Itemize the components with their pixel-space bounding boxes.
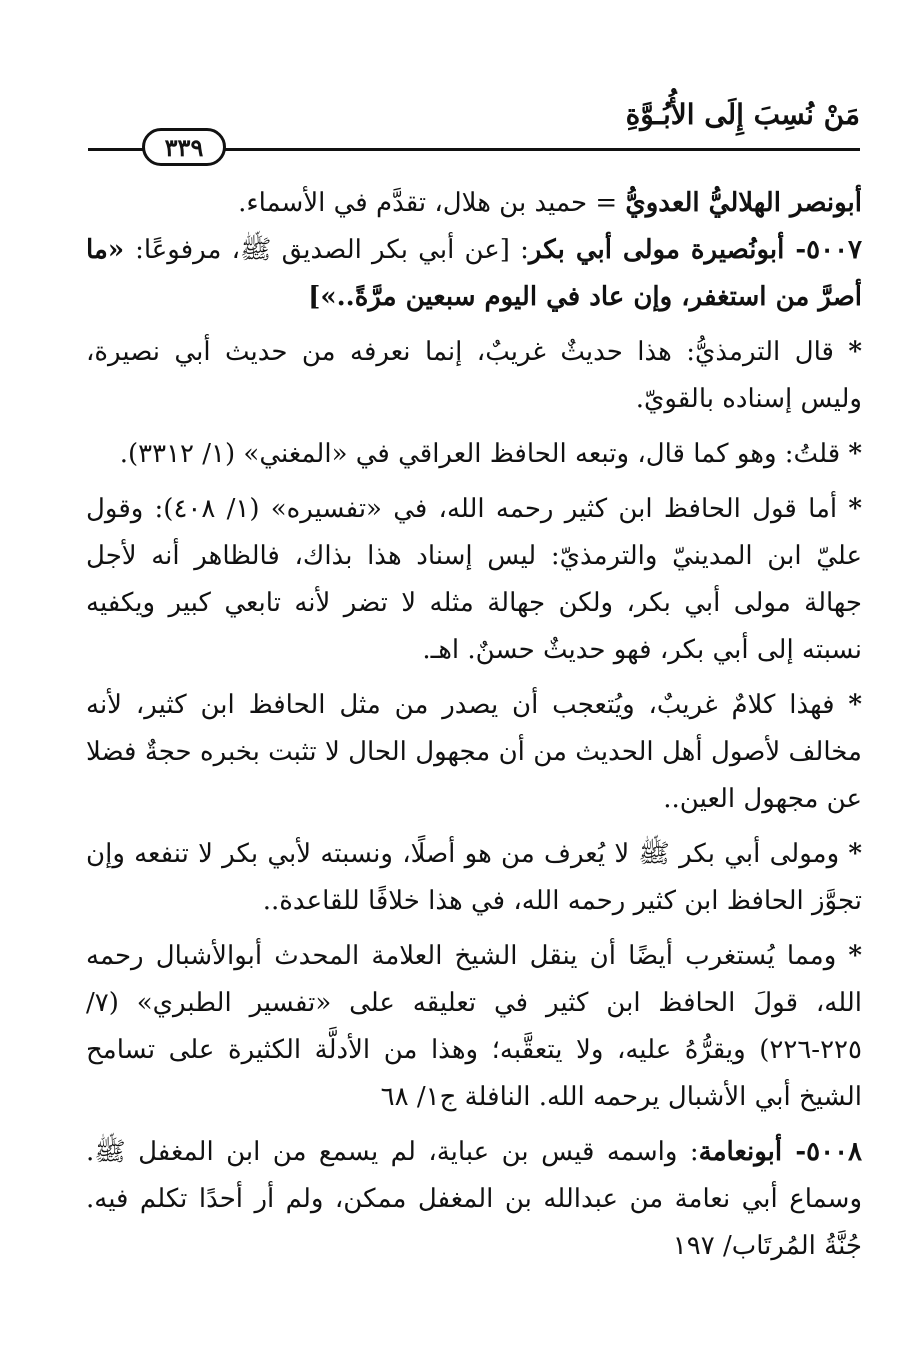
paragraph-tirmidhi	[86, 329, 862, 423]
star-marker: *	[848, 839, 862, 869]
paragraph-text: : واسمه قيس بن عباية، لم يسمع من ابن المغفل ﷺ. وسماع أبي نعامة من عبدالله بن المغفل ممكن، ولم أر أحدًا تكلم فيه. جُنَّةُ المُرتَاب/ ١٩٧	[86, 1137, 862, 1261]
paragraph-entry-5007	[86, 227, 862, 321]
entry-heading: ٥٠٠٧- أبونُصيرة مولى أبي بكر	[528, 235, 862, 265]
paragraph-text: ومولى أبي بكر ﷺ لا يُعرف من هو أصلًا، ونسبته لأبي بكر لا تنفعه وإن تجوَّز الحافظ ابن كثير رحمه الله، في هذا خلافًا للقاعدة..	[86, 839, 862, 916]
paragraph-text: = حميد بن هلال، تقدَّم في الأسماء.	[238, 188, 626, 218]
paragraph-text: فهذا كلامٌ غريبٌ، ويُتعجب أن يصدر من مثل الحافظ ابن كثير، لأنه مخالف لأصول أهل الحديث من أن مجهول الحال لا تثبت بخبره حجةٌ فضلا عن مجهول العين..	[86, 690, 862, 814]
page-number-badge	[142, 128, 226, 166]
paragraph-ibn-kathir	[86, 486, 862, 674]
paragraph-text: قال الترمذيُّ: هذا حديثٌ غريبٌ، إنما نعرفه من حديث أبي نصيرة، وليس إسناده بالقويّ.	[86, 337, 862, 414]
paragraph-text: ومما يُستغرب أيضًا أن ينقل الشيخ العلامة المحدث أبوالأشبال رحمه الله، قولَ الحافظ ابن كثير في تعليقه على «تفسير الطبري» (٧/ ٢٢٥-٢٢٦) ويقرُّهُ عليه، ولا يتعقَّبه؛ وهذا من الأدلَّة الكثيرة على تسامح الشيخ أبي الأشبال يرحمه الله. النافلة ج١/ ٦٨	[86, 941, 862, 1112]
main-text	[86, 180, 862, 1270]
entry-heading: أبونصر الهلاليُّ العدويُّ	[625, 188, 862, 218]
star-marker: *	[848, 337, 862, 367]
star-marker: *	[848, 941, 862, 971]
paragraph-abul-ashbal	[86, 933, 862, 1121]
star-marker: *	[848, 494, 863, 524]
paragraph-text: أما قول الحافظ ابن كثير رحمه الله، في «تفسيره» (١/ ٤٠٨): وقول عليّ ابن المدينيّ والترمذيّ: ليس إسناد هذا بذاك، فالظاهر أنه لأجل جهالة مولى أبي بكر، ولكن جهالة مثله لا تضر لأنه تابعي كبير ويكفيه نسبته إلى أبي بكر، فهو حديثٌ حسنٌ. اهـ.	[86, 494, 862, 665]
entry-heading: ٥٠٠٨- أبونعامة	[698, 1137, 862, 1167]
star-marker: *	[848, 690, 862, 720]
running-header-title: مَنْ نُسِبَ إِلَى الأُبُـوَّةِ	[625, 98, 860, 131]
paragraph-qultu	[86, 431, 862, 478]
paragraph-abu-nasr	[86, 180, 862, 227]
paragraph-strange-speech	[86, 682, 862, 823]
page-number: ٣٣٩	[164, 132, 204, 162]
paragraph-entry-5008	[86, 1129, 862, 1270]
paragraph-text: : [عن أبي بكر الصديق ﷺ، مرفوعًا:	[135, 235, 529, 265]
paragraph-mawla	[86, 831, 862, 925]
paragraph-text: قلتُ: وهو كما قال، وتبعه الحافظ العراقي في «المغني» (١/ ٣٣١٢).	[119, 439, 849, 469]
star-marker: *	[848, 439, 862, 469]
hadith-text: «ما أصرَّ من استغفر، وإن عاد في اليوم سبعين مرَّةً..»]	[86, 235, 862, 312]
